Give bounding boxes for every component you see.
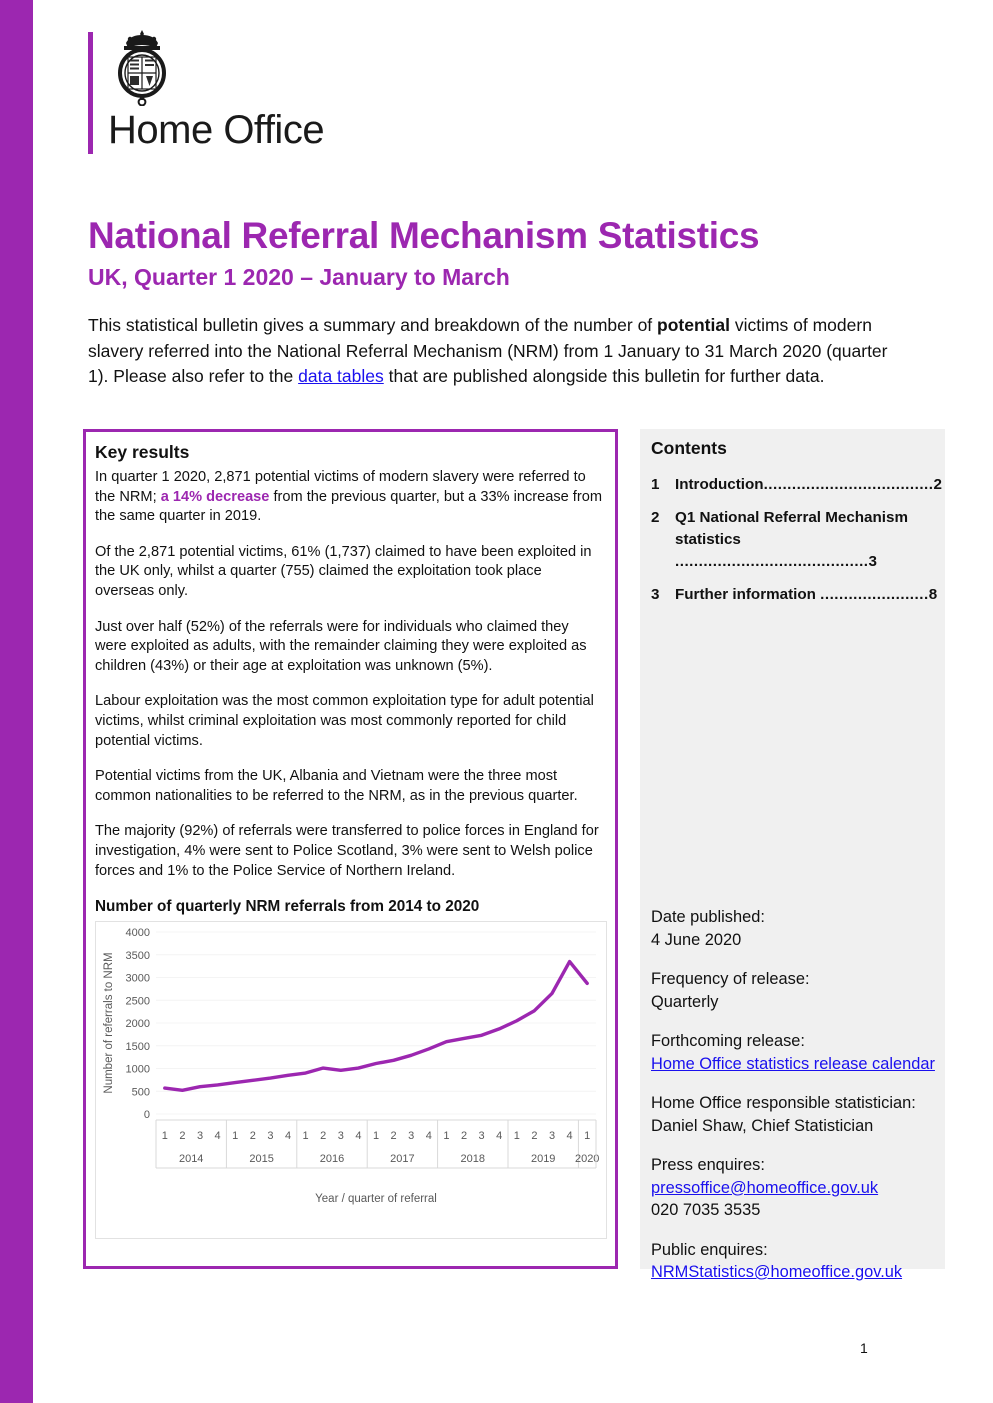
intro-paragraph bbox=[88, 313, 912, 390]
toc-item-further-information[interactable] bbox=[651, 584, 939, 606]
page-title: National Referral Mechanism Statistics bbox=[88, 215, 760, 256]
meta-forthcoming-release bbox=[651, 1030, 941, 1075]
data-tables-link[interactable]: data tables bbox=[298, 366, 384, 386]
chart-canvas bbox=[96, 922, 606, 1238]
svg-text:2014: 2014 bbox=[178, 1153, 204, 1166]
toc-item-q1-statistics[interactable] bbox=[651, 507, 939, 573]
svg-text:1: 1 bbox=[513, 1130, 520, 1143]
nrm-referrals-chart bbox=[95, 921, 607, 1239]
organisation-name: Home Office bbox=[108, 108, 325, 152]
kr1-text-b: from the previous quarter, but a 33% increase from the same quarter in 2019. bbox=[95, 488, 602, 525]
svg-text:2016: 2016 bbox=[319, 1153, 345, 1166]
svg-text:2019: 2019 bbox=[530, 1153, 556, 1166]
meta-label: Date published: bbox=[651, 908, 765, 926]
svg-text:1: 1 bbox=[302, 1130, 309, 1143]
svg-text:Number of referrals to NRM: Number of referrals to NRM bbox=[103, 952, 115, 1094]
svg-text:1500: 1500 bbox=[125, 1040, 150, 1053]
svg-text:0: 0 bbox=[143, 1109, 150, 1122]
kr1-text-a: In quarter 1 2020, 2,871 potential victims of modern slavery were referred to the NRM; bbox=[95, 469, 586, 505]
svg-text:2017: 2017 bbox=[390, 1153, 415, 1166]
svg-text:2: 2 bbox=[390, 1130, 397, 1143]
toc-number: 1 bbox=[651, 476, 660, 493]
svg-text:3500: 3500 bbox=[125, 949, 150, 962]
key-results-paragraph-6: The majority (92%) of referrals were transferred to police forces in England for investigation, 4% were sent to Police Scotland, 3% were sent to Welsh police forces and 1% to the Police Service of Northern Ireland. bbox=[95, 823, 599, 879]
svg-text:3: 3 bbox=[548, 1130, 556, 1143]
svg-text:2: 2 bbox=[531, 1130, 538, 1143]
press-phone-number: 020 7035 3535 bbox=[651, 1201, 761, 1219]
svg-text:4: 4 bbox=[566, 1130, 573, 1143]
meta-date-published bbox=[651, 906, 941, 951]
key-results-paragraph-4: Labour exploitation was the most common exploitation type for adult potential victims, whilst criminal exploitation was most commonly reported for child potential victims. bbox=[95, 693, 594, 749]
intro-text-part1: This statistical bulletin gives a summary and breakdown of the number of bbox=[88, 315, 658, 335]
intro-bold-potential: potential bbox=[657, 315, 730, 335]
svg-text:1: 1 bbox=[161, 1130, 168, 1143]
svg-text:2: 2 bbox=[460, 1130, 468, 1143]
svg-text:4: 4 bbox=[355, 1130, 362, 1143]
toc-item-introduction[interactable] bbox=[651, 474, 942, 496]
page-edge-stripe bbox=[0, 0, 33, 1403]
home-office-logo bbox=[88, 28, 508, 168]
svg-text:2020: 2020 bbox=[574, 1153, 600, 1166]
svg-text:1: 1 bbox=[584, 1130, 591, 1143]
toc-page-number: 3 bbox=[868, 553, 877, 570]
toc-page-number: 2 bbox=[933, 476, 942, 493]
key-results-paragraph-5: Potential victims from the UK, Albania and Vietnam were the three most common nationalities to be referred to the NRM, as in the previous quarter. bbox=[95, 768, 578, 804]
svg-text:Year / quarter of referral: Year / quarter of referral bbox=[315, 1193, 437, 1206]
publication-metadata bbox=[651, 906, 941, 1301]
toc-label: Further information bbox=[675, 586, 821, 603]
meta-public-enquiries bbox=[651, 1239, 941, 1284]
svg-text:4: 4 bbox=[425, 1130, 432, 1143]
chart-title: Number of quarterly NRM referrals from 2014 to 2020 bbox=[95, 898, 480, 916]
svg-text:3: 3 bbox=[267, 1130, 274, 1143]
svg-text:2: 2 bbox=[249, 1130, 256, 1143]
toc-label: Introduction bbox=[675, 476, 764, 493]
toc-label: Q1 National Referral Mechanism statistics bbox=[675, 509, 908, 548]
statistics-release-calendar-link[interactable]: Home Office statistics release calendar bbox=[651, 1054, 935, 1073]
kr1-accent-decrease: a 14% decrease bbox=[160, 488, 270, 505]
meta-label: Home Office responsible statistician: bbox=[651, 1094, 916, 1112]
key-results-paragraph-2: Of the 2,871 potential victims, 61% (1,737) claimed to have been exploited in the UK only, whilst a quarter (755) claimed the exploitation took place overseas only. bbox=[95, 543, 592, 599]
key-results-paragraph-3: Just over half (52%) of the referrals were for individuals who claimed they were exploited as adults, with the remainder claiming they were exploited as children (43%) or their age at exploitation was unknown (5%). bbox=[95, 618, 587, 674]
key-results-panel bbox=[83, 429, 618, 1269]
contents-and-metadata-panel bbox=[640, 429, 945, 1281]
svg-text:3000: 3000 bbox=[125, 972, 150, 985]
toc-page-number: 8 bbox=[928, 586, 938, 603]
svg-text:4000: 4000 bbox=[125, 927, 150, 940]
meta-label: Press enquires: bbox=[651, 1156, 765, 1174]
press-office-email-link[interactable]: pressoffice@homeoffice.gov.uk bbox=[651, 1178, 879, 1197]
toc-leader-dots: ......................................... bbox=[675, 553, 869, 570]
meta-value: Quarterly bbox=[651, 992, 719, 1011]
meta-value: 4 June 2020 bbox=[651, 930, 742, 949]
key-results-heading: Key results bbox=[95, 442, 190, 462]
nrm-statistics-email-link[interactable]: NRMStatistics@homeoffice.gov.uk bbox=[651, 1263, 903, 1281]
svg-text:3: 3 bbox=[408, 1130, 415, 1143]
svg-text:3: 3 bbox=[196, 1130, 204, 1143]
svg-text:4: 4 bbox=[496, 1130, 503, 1143]
svg-text:1: 1 bbox=[372, 1130, 380, 1143]
svg-text:3: 3 bbox=[478, 1130, 485, 1143]
key-results-paragraph-1 bbox=[95, 468, 602, 527]
svg-text:1: 1 bbox=[232, 1130, 239, 1143]
svg-text:2: 2 bbox=[320, 1130, 327, 1143]
logo-accent-rule bbox=[88, 32, 93, 154]
svg-text:2: 2 bbox=[179, 1130, 186, 1143]
page-number: 1 bbox=[860, 1340, 868, 1356]
svg-text:500: 500 bbox=[131, 1086, 150, 1099]
meta-label: Frequency of release: bbox=[651, 970, 810, 988]
svg-text:1000: 1000 bbox=[125, 1063, 150, 1076]
meta-label: Forthcoming release: bbox=[651, 1032, 805, 1050]
meta-press-enquiries bbox=[651, 1154, 941, 1222]
royal-crest-icon bbox=[110, 28, 174, 106]
meta-label: Public enquires: bbox=[651, 1240, 768, 1259]
toc-leader-dots: .................................... bbox=[763, 476, 934, 493]
toc-leader-dots: ....................... bbox=[820, 586, 929, 603]
intro-text-part3: that are published alongside this bulletin for further data. bbox=[383, 366, 825, 386]
svg-text:2500: 2500 bbox=[125, 995, 150, 1008]
toc-number: 2 bbox=[651, 509, 660, 526]
toc-number: 3 bbox=[651, 586, 660, 603]
meta-frequency bbox=[651, 968, 941, 1013]
svg-text:2000: 2000 bbox=[125, 1018, 150, 1031]
page-subtitle: UK, Quarter 1 2020 – January to March bbox=[88, 264, 510, 290]
svg-text:3: 3 bbox=[337, 1130, 344, 1143]
meta-responsible-statistician bbox=[651, 1092, 941, 1137]
meta-value: Daniel Shaw, Chief Statistician bbox=[651, 1116, 874, 1135]
svg-text:2015: 2015 bbox=[249, 1153, 274, 1166]
svg-text:4: 4 bbox=[284, 1130, 292, 1143]
svg-text:1: 1 bbox=[443, 1130, 450, 1143]
table-of-contents bbox=[651, 474, 942, 617]
intro-text-part2: victims of modern slavery referred into the National Referral Mechanism (NRM) from 1 January to 31 March 2020 (quarter 1). Please also refer to the bbox=[88, 315, 888, 386]
contents-heading: Contents bbox=[651, 438, 727, 458]
svg-text:4: 4 bbox=[214, 1130, 221, 1143]
svg-text:2018: 2018 bbox=[460, 1153, 486, 1166]
